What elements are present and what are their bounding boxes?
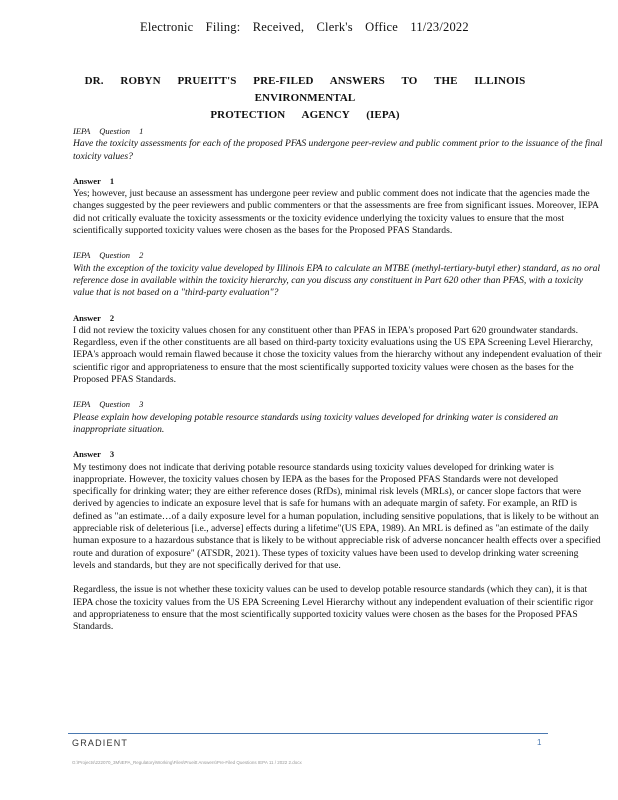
- document-path: G:\Projects\222070_3M\IEPA_Regulatory\Working\Files\Prueitt Answers\Pre-Filed Questions IEPA 11 / 2022 2.docx: [72, 760, 302, 765]
- answer-label: Answer 1: [73, 175, 115, 186]
- question-text: Please explain how developing potable resource standards using toxicity values developed for drinking water is considered an inappropriate situation.: [73, 411, 559, 435]
- question-text: With the exception of the toxicity value developed by Illinois EPA to calculate an MTBE (methyl-tertiary-butyl ether) standard, as no oral reference dose in available within the toxicity hierarchy, can you discuss any constituent in Part 620 other than PFAS, with a toxicity value that is not based on a "third-party evaluation"?: [73, 262, 601, 299]
- title-line-2: PROTECTION AGENCY (IEPA): [210, 109, 400, 121]
- answer-label: Answer 2: [73, 312, 115, 323]
- question-label: IEPA Question 2: [73, 250, 144, 261]
- answer-paragraph: My testimony does not indicate that deriving potable resource standards using toxicity values developed for drinking water is inappropriate. However, the toxicity values chosen by IEPA as the bases for the Proposed PFAS Standards were not developed specifically for drinking water; they are either reference doses (RfDs), minimal risk levels (MRLs), or cancer slope factors that were derived by agencies to indicate an exposure level that is safe for humans with an adequate margin of safety. For example, an RfD is defined as "an estimate…of a daily exposure level for a human population, including sensitive populations, that is likely to be without an appreciable risk of deleterious [i.e., adverse] effects during a lifetime"(US EPA, 1989). An MRL is defined as "an estimate of the daily human exposure to a hazardous substance that is likely to be without appreciable risk of adverse noncancer health effects over a specified route and duration of exposure" (ATSDR, 2021). These types of toxicity values have been used to develop drinking water screening levels and standards, but they are not specifically derived for that use.: [73, 461, 601, 571]
- title-line-1: DR. ROBYN PRUEITT'S PRE-FILED ANSWERS TO THE ILLINOIS ENVIRONMENTAL: [84, 75, 526, 104]
- question-text: Have the toxicity assessments for each of the proposed PFAS undergone peer-review and public comment prior to the issuance of the final toxicity values?: [73, 138, 603, 162]
- qa-item-3: [73, 398, 603, 633]
- answer-text: [73, 462, 603, 634]
- qa-content: [73, 125, 603, 645]
- qa-item-1: [73, 125, 603, 237]
- question-label: IEPA Question 3: [73, 399, 144, 410]
- answer-text: [73, 188, 603, 237]
- answer-label: Answer 3: [73, 449, 115, 460]
- answer-paragraph: Regardless, the issue is not whether these toxicity values can be used to develop potable resource standards (which they can), it is that IEPA chose the toxicity values from the US EPA Screening Level Hierarchy without any independent evaluation of their scientific rigor and appropriateness to ensure that the most scientifically supported toxicity values were chosen as the bases for the Proposed PFAS Standards.: [73, 584, 594, 633]
- qa-item-2: [73, 249, 603, 386]
- answer-paragraph: Yes; however, just because an assessment has undergone peer review and public comment does not indicate that the agencies made the changes suggested by the peer reviewers and public commenters or that the assessments are free from significant issues. Moreover, IEPA did not critically evaluate the toxicity assessments or the toxicity evidence underlying the toxicity values to ensure that the most scientifically supported toxicity values were chosen as the bases for the Proposed PFAS Standards.: [73, 188, 599, 237]
- document-title: [70, 73, 540, 124]
- footer-divider: [68, 733, 548, 734]
- gradient-logo: GRADIENT: [72, 738, 129, 748]
- question-label: IEPA Question 1: [73, 126, 144, 136]
- filing-stamp: Electronic Filing: Received, Clerk's Office 11/23/2022: [140, 20, 469, 34]
- answer-paragraph: I did not review the toxicity values chosen for any constituent other than PFAS in IEPA's proposed Part 620 groundwater standards. Regardless, even if the other constituents are all based on third-party toxicity evaluations using the US EPA Screening Level Hierarchy, IEPA's approach would remain flawed because it chose the toxicity values from the hierarchy without any independent evaluation of their scientific rigor and appropriateness to ensure that the most scientifically supported toxicity values were chosen as the bases for the Proposed PFAS Standards.: [73, 324, 602, 386]
- answer-text: [73, 325, 603, 386]
- page-number: 1: [537, 738, 542, 747]
